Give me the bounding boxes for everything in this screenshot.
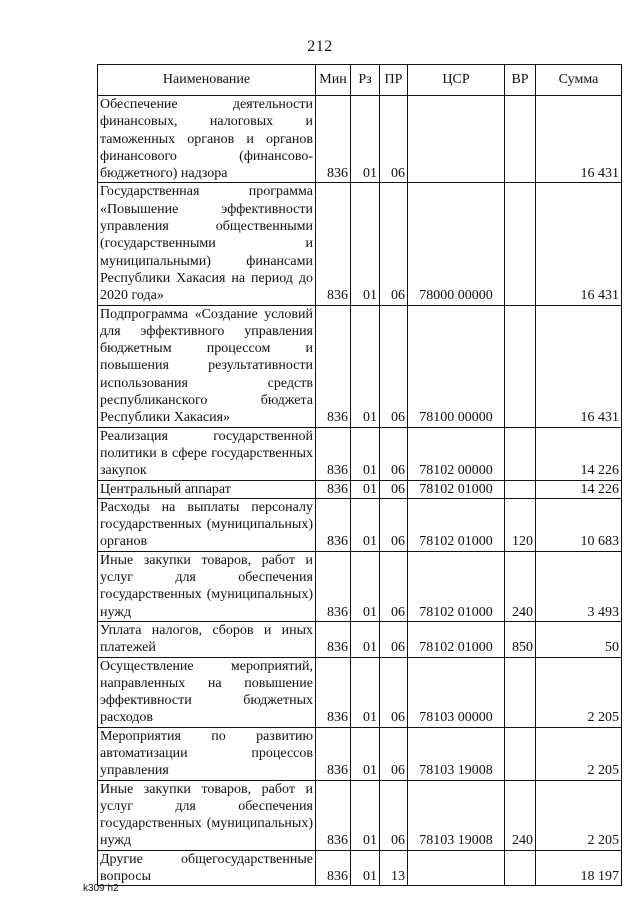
- row-pr: 06: [380, 427, 408, 480]
- column-header-pr: ПР: [380, 65, 408, 96]
- footer-code: k309 h2: [83, 883, 119, 894]
- row-rz: 01: [351, 498, 380, 551]
- row-pr: 06: [380, 621, 408, 657]
- row-min: 836: [316, 850, 351, 886]
- row-sum: 10 683: [536, 498, 622, 551]
- row-csr: 78102 01000: [408, 480, 505, 498]
- table-row: [98, 480, 622, 498]
- row-rz: 01: [351, 183, 380, 305]
- row-vr: [505, 427, 536, 480]
- column-header-name: Наименование: [98, 65, 316, 96]
- column-header-rz: Рз: [351, 65, 380, 96]
- page-number: 212: [307, 38, 333, 55]
- row-min: 836: [316, 480, 351, 498]
- row-pr: 06: [380, 96, 408, 183]
- row-csr: [408, 850, 505, 886]
- row-pr: 06: [380, 498, 408, 551]
- row-vr: [505, 480, 536, 498]
- row-name: Расходы на выплаты персоналу государственных (муниципальных) органов: [98, 498, 316, 551]
- table-row: [98, 305, 622, 427]
- row-csr: 78100 00000: [408, 305, 505, 427]
- column-header-csr: ЦСР: [408, 65, 505, 96]
- row-min: 836: [316, 657, 351, 727]
- row-pr: 06: [380, 305, 408, 427]
- row-min: 836: [316, 305, 351, 427]
- row-min: 836: [316, 621, 351, 657]
- row-sum: 2 205: [536, 657, 622, 727]
- row-sum: 16 431: [536, 305, 622, 427]
- row-pr: 06: [380, 657, 408, 727]
- column-header-sum: Сумма: [536, 65, 622, 96]
- row-min: 836: [316, 183, 351, 305]
- row-min: 836: [316, 780, 351, 850]
- table-row: [98, 551, 622, 621]
- table-row: [98, 96, 622, 183]
- row-vr: [505, 727, 536, 780]
- row-name: Мероприятия по развитию автоматизации процессов управления: [98, 727, 316, 780]
- table-row: [98, 621, 622, 657]
- row-pr: 06: [380, 780, 408, 850]
- row-csr: 78102 01000: [408, 498, 505, 551]
- row-csr: 78103 19008: [408, 727, 505, 780]
- row-vr: [505, 850, 536, 886]
- row-name: Осуществление мероприятий, направленных на повышение эффективности бюджетных расходов: [98, 657, 316, 727]
- row-min: 836: [316, 551, 351, 621]
- row-min: 836: [316, 727, 351, 780]
- row-name: Центральный аппарат: [98, 480, 316, 498]
- row-rz: 01: [351, 551, 380, 621]
- table-row: [98, 850, 622, 886]
- row-csr: 78102 01000: [408, 621, 505, 657]
- row-vr: 850: [505, 621, 536, 657]
- row-sum: 50: [536, 621, 622, 657]
- row-vr: 240: [505, 780, 536, 850]
- row-pr: 06: [380, 183, 408, 305]
- row-sum: 2 205: [536, 727, 622, 780]
- table-row: [98, 498, 622, 551]
- row-rz: 01: [351, 621, 380, 657]
- row-name: Государственная программа «Повышение эффективности управления общественными (государственными и муниципальными) финансами Республики Хакасия на период до 2020 года»: [98, 183, 316, 305]
- column-header-vr: ВР: [505, 65, 536, 96]
- row-sum: 18 197: [536, 850, 622, 886]
- table-header-row: [98, 65, 622, 96]
- row-sum: 14 226: [536, 427, 622, 480]
- column-header-min: Мин: [316, 65, 351, 96]
- row-min: 836: [316, 427, 351, 480]
- table-row: [98, 427, 622, 480]
- row-csr: 78103 19008: [408, 780, 505, 850]
- row-name: Другие общегосударственные вопросы: [98, 850, 316, 886]
- row-sum: 2 205: [536, 780, 622, 850]
- row-name: Реализация государственной политики в сфере государственных закупок: [98, 427, 316, 480]
- row-pr: 06: [380, 727, 408, 780]
- row-vr: [505, 183, 536, 305]
- row-csr: 78000 00000: [408, 183, 505, 305]
- table-row: [98, 657, 622, 727]
- row-sum: 16 431: [536, 96, 622, 183]
- row-vr: [505, 657, 536, 727]
- row-min: 836: [316, 96, 351, 183]
- row-csr: [408, 96, 505, 183]
- row-name: Уплата налогов, сборов и иных платежей: [98, 621, 316, 657]
- row-csr: 78102 00000: [408, 427, 505, 480]
- row-name: Иные закупки товаров, работ и услуг для обеспечения государственных (муниципальных) нужд: [98, 780, 316, 850]
- row-rz: 01: [351, 427, 380, 480]
- row-sum: 14 226: [536, 480, 622, 498]
- row-csr: 78103 00000: [408, 657, 505, 727]
- row-name: Обеспечение деятельности финансовых, налоговых и таможенных органов и органов финансового (финансово-бюджетного) надзора: [98, 96, 316, 183]
- row-name: Подпрограмма «Создание условий для эффективного управления бюджетным процессом и повышения результативности использования средств республиканского бюджета Республики Хакасия»: [98, 305, 316, 427]
- budget-table: [97, 64, 622, 886]
- row-min: 836: [316, 498, 351, 551]
- row-rz: 01: [351, 657, 380, 727]
- row-csr: 78102 01000: [408, 551, 505, 621]
- row-rz: 01: [351, 850, 380, 886]
- row-vr: [505, 96, 536, 183]
- table-row: [98, 727, 622, 780]
- table-row: [98, 780, 622, 850]
- row-rz: 01: [351, 480, 380, 498]
- row-rz: 01: [351, 780, 380, 850]
- row-sum: 16 431: [536, 183, 622, 305]
- row-pr: 13: [380, 850, 408, 886]
- row-pr: 06: [380, 551, 408, 621]
- row-rz: 01: [351, 96, 380, 183]
- row-rz: 01: [351, 305, 380, 427]
- row-sum: 3 493: [536, 551, 622, 621]
- row-pr: 06: [380, 480, 408, 498]
- row-rz: 01: [351, 727, 380, 780]
- row-name: Иные закупки товаров, работ и услуг для обеспечения государственных (муниципальных) нужд: [98, 551, 316, 621]
- row-vr: 240: [505, 551, 536, 621]
- row-vr: 120: [505, 498, 536, 551]
- row-vr: [505, 305, 536, 427]
- table-row: [98, 183, 622, 305]
